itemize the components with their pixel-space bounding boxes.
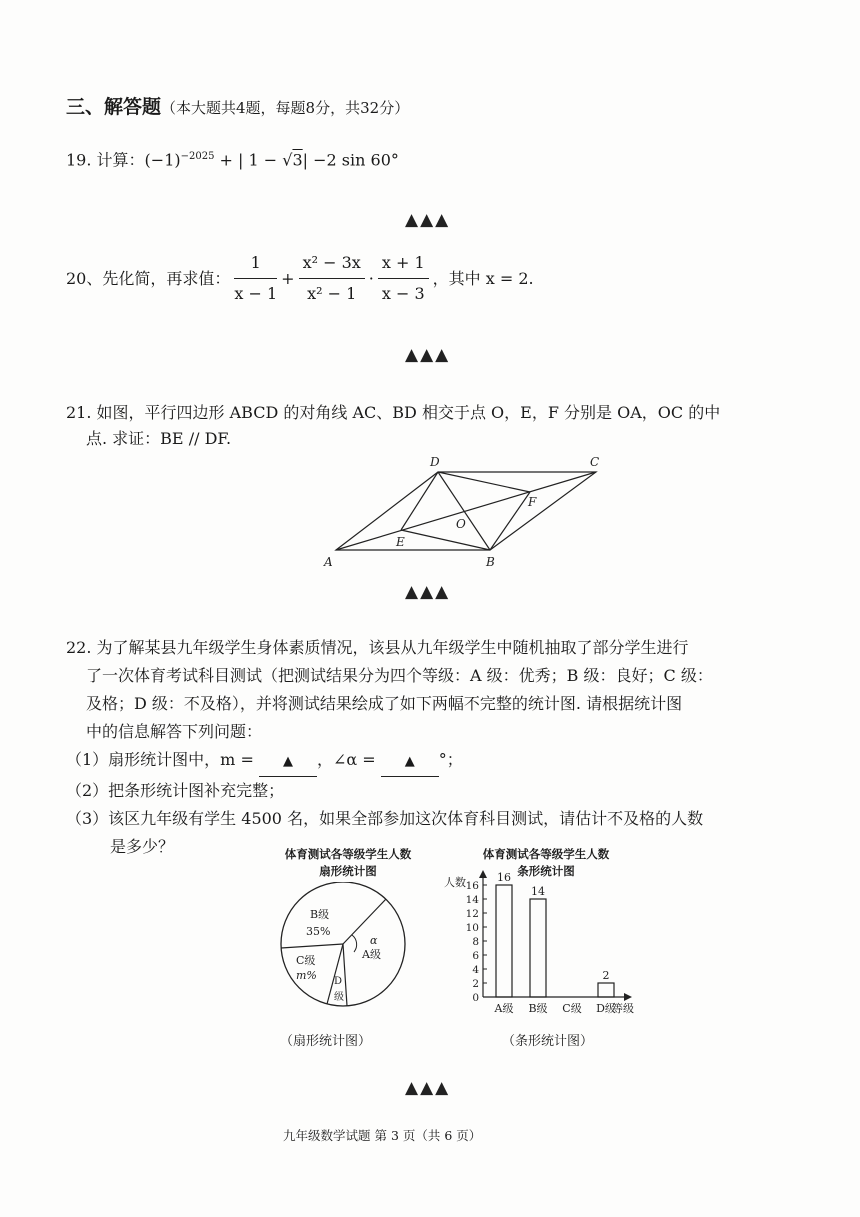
question-21: [66, 400, 806, 452]
diagonal-bd: [438, 472, 490, 550]
x-category-label: C级: [562, 1002, 582, 1015]
pie-title-line-2: 扇形统计图: [319, 864, 377, 878]
q22-sub1-text: （1）扇形统计图中，m =: [66, 750, 259, 769]
page-footer: 九年级数学试题 第 3 页（共 6 页）: [283, 1128, 482, 1143]
q22-line-3: 及格；D 级：不及格），并将测试结果绘成了如下两幅不完整的统计图. 请根据统计图: [86, 694, 683, 713]
x-category-label: B级: [528, 1002, 548, 1015]
q19-prefix: 19. 计算：: [66, 150, 145, 170]
q21-line-1: 21. 如图，平行四边形 ABCD 的对角线 AC、BD 相交于点 O，E，F 分别是 OA，OC 的中: [66, 403, 721, 422]
bar-data-label: 14: [531, 885, 545, 898]
dot-sign: ·: [368, 268, 374, 288]
label-d: D: [430, 455, 440, 469]
q22-sub-2: （2）把条形统计图补充完整；: [66, 781, 285, 800]
q22-line-1: 22. 为了解某县九年级学生身体素质情况，该县从九年级学生中随机抽取了部分学生进行: [66, 638, 689, 657]
bar-caption: （条形统计图）: [502, 1034, 594, 1049]
q19-sqrt-value: 3: [292, 150, 303, 170]
bar-1: [530, 899, 546, 997]
pie-label-b: B级: [310, 908, 330, 921]
segment-bf: [490, 492, 530, 550]
q22-sub-3-cont: 是多少？: [110, 837, 175, 856]
triangle-separator-2: ▲▲▲: [405, 345, 451, 365]
q22-line-2: 了一次体育考试科目测试（把测试结果分为四个等级：A 级：优秀；B 级：良好；C 级：: [86, 666, 713, 685]
label-o: O: [456, 517, 466, 531]
fraction-3: [378, 250, 429, 307]
pie-label-a: A级: [362, 948, 381, 961]
q21-line-2: 点. 求证：BE // DF.: [86, 429, 232, 448]
bar-0: [496, 885, 512, 997]
bar-y-axis-label: 人数: [444, 876, 466, 889]
triangle-separator-4: ▲▲▲: [405, 1078, 451, 1098]
bar-chart: [440, 868, 640, 1028]
segment-df: [438, 472, 530, 492]
fraction-3-numerator: x + 1: [378, 250, 429, 279]
label-f: F: [528, 495, 537, 509]
fraction-1-denominator: x − 1: [234, 284, 278, 303]
bar-x-axis-arrow: [624, 993, 632, 1001]
triangle-separator-3: ▲▲▲: [405, 582, 451, 602]
q19-base: (−1): [144, 150, 181, 170]
triangle-separator-1: ▲▲▲: [405, 210, 451, 230]
y-tick-label: 6: [472, 950, 479, 962]
sqrt-symbol: √: [282, 150, 293, 170]
bar-x-axis-label: 等级: [612, 1002, 634, 1015]
question-19: [66, 144, 399, 173]
bar-title-line-1: 体育测试各等级学生人数: [482, 847, 610, 861]
fraction-1-numerator: 1: [234, 250, 277, 279]
bar-3: [598, 983, 614, 997]
bar-marks: [496, 871, 614, 997]
q22-sub1-degree: °；: [438, 750, 463, 769]
bar-x-labels: [494, 1002, 616, 1015]
pie-label-d-suffix: 级: [334, 992, 344, 1003]
x-category-label: D级: [596, 1002, 616, 1015]
bar-y-ticks: [466, 880, 487, 1004]
y-tick-label: 12: [465, 908, 479, 920]
q19-rest: | −2 sin 60°: [302, 150, 399, 170]
fraction-2-denominator: x² − 1: [307, 284, 357, 303]
pie-chart: [268, 882, 418, 1012]
fraction-1: [234, 250, 277, 307]
pie-divider-bc: [281, 944, 343, 948]
y-tick-label: 2: [472, 978, 479, 990]
answer-blank-alpha[interactable]: ▲: [381, 748, 439, 777]
bar-data-label: 2: [602, 969, 610, 982]
section-title-text: 三、解答题: [66, 96, 162, 118]
y-tick-label: 8: [472, 936, 479, 948]
plus-sign: +: [281, 268, 295, 288]
segment-be: [401, 530, 490, 550]
pie-label-d: D: [334, 976, 343, 987]
pie-label-c-percent: m%: [296, 969, 317, 982]
q22-sub1-angle: ，∠α =: [316, 750, 381, 769]
pie-label-alpha: α: [370, 934, 378, 947]
y-tick-label: 10: [465, 922, 479, 934]
pie-label-b-percent: 35%: [306, 925, 331, 938]
question-22: [66, 634, 816, 861]
y-tick-label: 0: [472, 992, 479, 1004]
y-tick-label: 14: [465, 894, 479, 906]
q20-prefix: 20、先化简，再求值：: [66, 268, 231, 288]
fraction-3-denominator: x − 3: [381, 284, 425, 303]
label-b: B: [486, 555, 495, 569]
section-note: （本大题共4题，每题8分，共32分）: [161, 99, 410, 117]
label-a: A: [324, 555, 333, 569]
question-20: [66, 250, 534, 307]
section-title: [66, 92, 409, 119]
angle-alpha-arc: [352, 935, 357, 952]
q22-sub-3: （3）该区九年级有学生 4500 名，如果全部参加这次体育科目测试，请估计不及格的人数: [66, 809, 704, 828]
pie-caption: （扇形统计图）: [280, 1034, 372, 1049]
y-tick-label: 16: [465, 880, 479, 892]
q19-exponent: −2025: [180, 151, 215, 162]
pie-title-line-1: 体育测试各等级学生人数: [284, 847, 412, 861]
bar-data-label: 16: [497, 871, 511, 884]
fraction-2: [299, 250, 365, 307]
bar-title-line-2: 条形统计图: [517, 864, 575, 878]
q20-suffix: ，其中 x = 2.: [432, 268, 534, 288]
q19-abs-open: + | 1 −: [214, 150, 283, 170]
pie-label-c: C级: [296, 954, 316, 967]
q22-sub-1: [66, 746, 816, 777]
y-tick-label: 4: [472, 964, 479, 976]
pie-divider-ab: [343, 899, 386, 944]
answer-blank-m[interactable]: ▲: [259, 748, 317, 777]
pie-chart-title: [258, 846, 438, 880]
label-c: C: [590, 455, 600, 469]
diagonal-ac: [336, 472, 596, 550]
parallelogram-figure: [320, 452, 620, 572]
bar-y-axis-arrow: [479, 870, 487, 878]
q22-line-4: 中的信息解答下列问题：: [86, 722, 263, 741]
x-category-label: A级: [494, 1002, 514, 1015]
fraction-2-numerator: x² − 3x: [299, 250, 365, 279]
label-e: E: [396, 535, 405, 549]
